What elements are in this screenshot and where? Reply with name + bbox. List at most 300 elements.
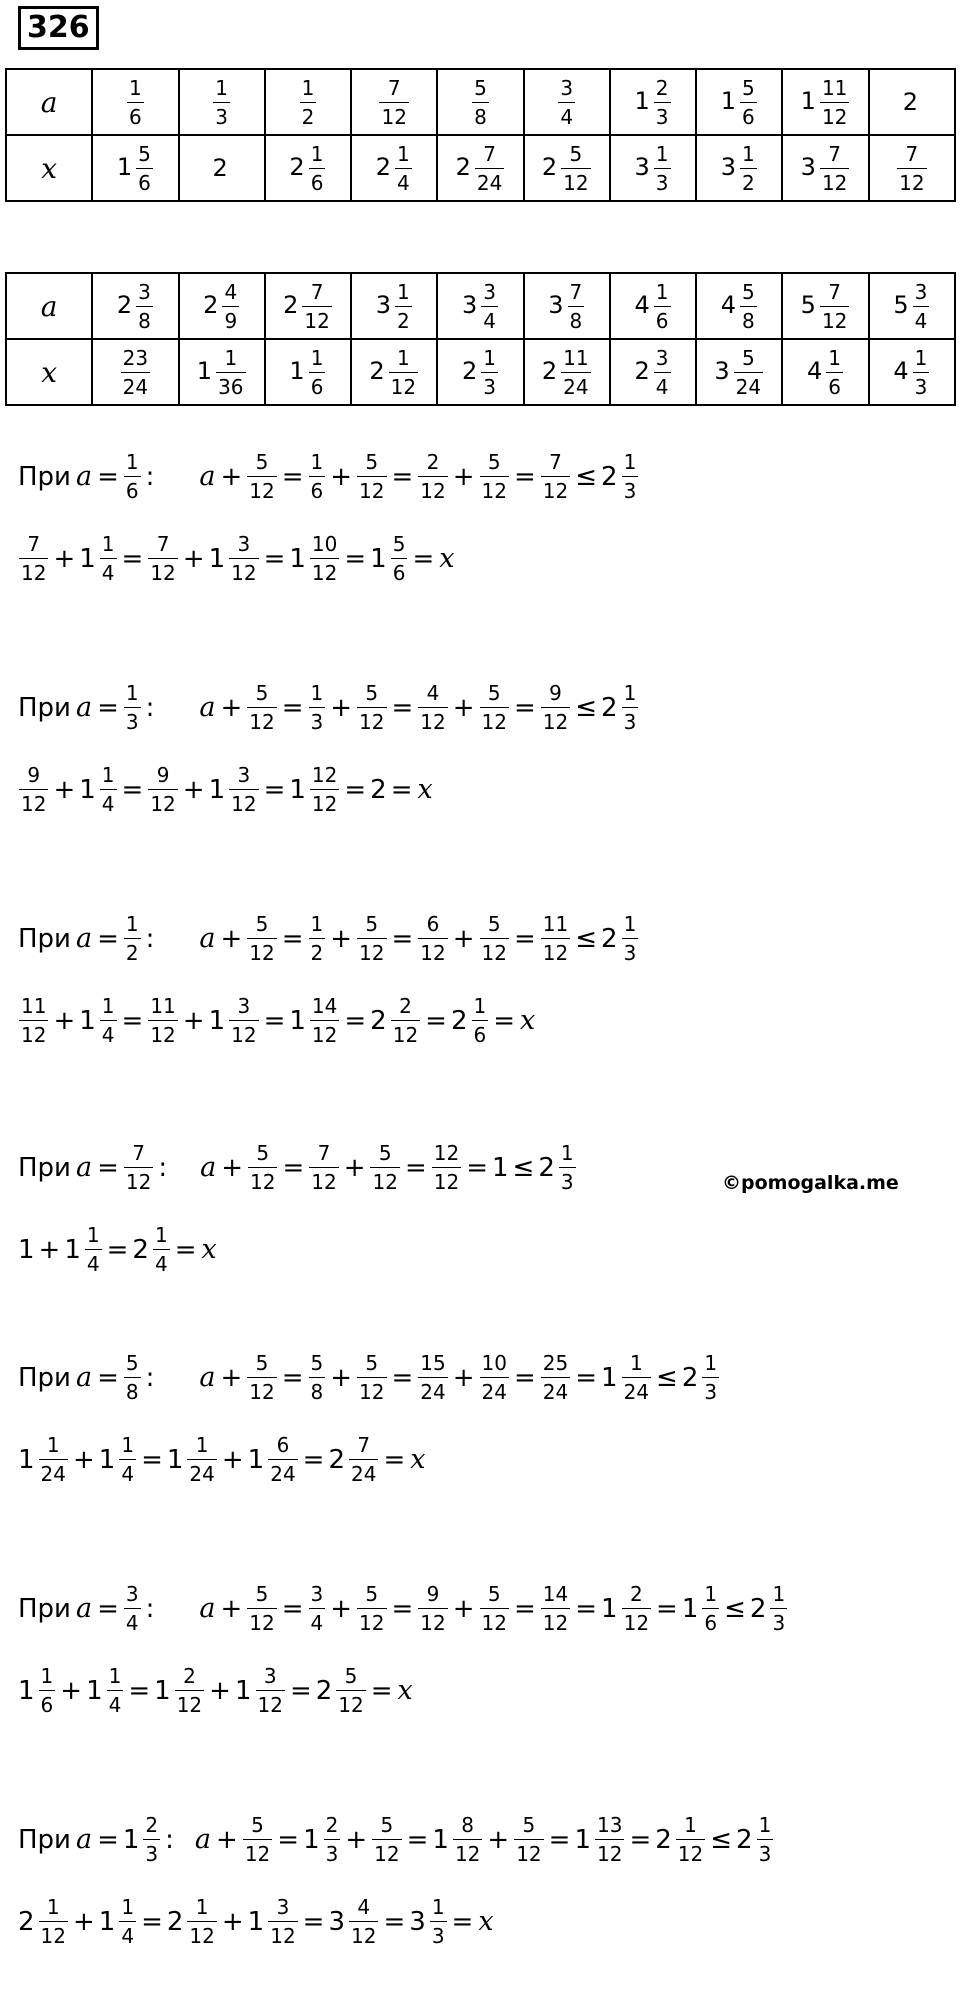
denominator: 12 (480, 938, 509, 963)
whole-part: 2 (655, 1824, 672, 1855)
denominator: 12 (418, 476, 447, 501)
table-cell (782, 135, 868, 201)
numerator: 1 (704, 1582, 718, 1606)
fraction (913, 345, 930, 399)
whole-part: 1 (18, 1675, 35, 1706)
denominator: 3 (622, 476, 639, 501)
numerator: 5 (522, 1813, 536, 1837)
fraction (430, 1897, 447, 1946)
whole-part: 2 (283, 291, 299, 319)
numerator: 5 (138, 141, 151, 166)
whole-part: 3 (461, 291, 478, 319)
text-token: : (145, 1593, 155, 1624)
whole-part: 2 (461, 357, 478, 385)
numerator: 5 (378, 1141, 392, 1165)
variable: a (199, 461, 216, 492)
number (417, 914, 448, 963)
text-token: ≤ (724, 1593, 746, 1624)
table-cell (610, 273, 696, 339)
solution-5-line1 (16, 1353, 722, 1402)
numerator: 1 (473, 994, 487, 1018)
fraction (897, 141, 926, 195)
number (132, 1225, 170, 1274)
denominator: 12 (418, 1608, 447, 1633)
whole-part: 2 (681, 1362, 699, 1393)
number (538, 1143, 576, 1192)
text-token: + (182, 1005, 205, 1036)
numerator: 5 (255, 681, 269, 705)
numerator: 1 (396, 345, 410, 370)
denominator: 6 (472, 1020, 489, 1045)
number (682, 1584, 720, 1633)
table-cell (437, 339, 523, 405)
number (308, 452, 327, 501)
fraction (418, 1353, 447, 1402)
whole-part: 3 (800, 153, 816, 181)
variable: a (199, 1362, 216, 1393)
fraction (770, 1584, 787, 1633)
numerator: 5 (474, 75, 487, 100)
numerator: 5 (380, 1813, 394, 1837)
fraction (121, 345, 150, 399)
denominator: 12 (248, 1167, 277, 1192)
text-token: : (145, 692, 155, 723)
denominator: 12 (256, 1690, 285, 1715)
fraction (622, 452, 639, 501)
text-token: : (145, 1362, 155, 1393)
denominator: 12 (480, 707, 509, 732)
text-token: = (383, 1444, 406, 1475)
denominator: 24 (121, 372, 150, 397)
text-token: + (452, 692, 475, 723)
fraction (39, 1666, 56, 1715)
fraction (654, 345, 671, 399)
numerator: 5 (251, 1813, 264, 1837)
fraction (541, 452, 570, 501)
denominator: 3 (770, 1608, 787, 1633)
number (417, 1584, 448, 1633)
table-cell (265, 339, 351, 405)
fraction (826, 345, 843, 399)
text-token: При (18, 1824, 71, 1855)
number (370, 996, 421, 1045)
denominator: 4 (107, 1690, 124, 1715)
number (123, 1143, 154, 1192)
table-cell (265, 273, 351, 339)
denominator: 12 (561, 168, 590, 193)
denominator: 3 (124, 707, 141, 732)
text-token: = (97, 1152, 119, 1183)
numerator: 1 (125, 450, 139, 474)
number (246, 1584, 277, 1633)
denominator: 4 (100, 1020, 117, 1045)
denominator: 12 (357, 1608, 386, 1633)
denominator: 6 (309, 476, 326, 501)
number (64, 1225, 102, 1274)
text-token: 1 (491, 1152, 509, 1183)
denominator: 12 (336, 1690, 365, 1715)
whole-part: 3 (634, 153, 650, 181)
fraction (820, 279, 849, 333)
denominator: 6 (124, 476, 141, 501)
fraction (222, 279, 239, 333)
fraction (654, 141, 671, 195)
number (308, 914, 327, 963)
number (18, 534, 49, 583)
denominator: 12 (39, 1921, 68, 1946)
fraction (100, 765, 117, 814)
numerator: 1 (828, 345, 842, 370)
fraction (480, 683, 509, 732)
number (479, 683, 510, 732)
number (18, 765, 49, 814)
denominator: 4 (124, 1608, 141, 1633)
fraction (124, 452, 141, 501)
whole-part: 2 (116, 291, 133, 319)
number (308, 1143, 339, 1192)
text-token: При (18, 461, 71, 492)
text-token: + (220, 692, 243, 723)
whole-part: 1 (432, 1824, 449, 1855)
number (417, 1353, 448, 1402)
text-token: = (514, 1362, 536, 1393)
fraction (418, 1584, 447, 1633)
numerator: 7 (905, 141, 919, 166)
fraction (124, 1353, 141, 1402)
text-token: + (452, 1593, 475, 1624)
denominator: 12 (357, 707, 386, 732)
fraction (85, 1225, 102, 1274)
fraction (309, 1143, 338, 1192)
numerator: 5 (344, 1664, 358, 1688)
table-cell (92, 339, 178, 405)
fraction (229, 765, 258, 814)
text-token: + (345, 1824, 368, 1855)
text-token: : (158, 1152, 168, 1183)
text-token: + (330, 923, 353, 954)
denominator: 12 (432, 1167, 461, 1192)
denominator: 12 (370, 1167, 399, 1192)
numerator: 1 (154, 1223, 168, 1247)
numerator: 3 (237, 532, 251, 556)
numerator: 1 (310, 141, 324, 166)
row-label-x: x (6, 135, 92, 201)
fraction (119, 1897, 136, 1946)
fraction (247, 1584, 276, 1633)
numerator: 1 (914, 345, 928, 370)
number (479, 452, 510, 501)
text-token: = (514, 692, 536, 723)
whole-part: 5 (800, 291, 816, 319)
number (370, 534, 408, 583)
denominator: 3 (309, 707, 326, 732)
text-token: + (330, 461, 353, 492)
whole-part: 2 (369, 357, 385, 385)
text-token: = (97, 923, 119, 954)
whole-part: 2 (370, 1005, 387, 1036)
table-cell (696, 69, 782, 135)
numerator: 3 (276, 1895, 290, 1919)
fraction (124, 683, 141, 732)
numerator: 7 (828, 141, 842, 166)
whole-part: 2 (315, 1675, 333, 1706)
text-token: ≤ (512, 1152, 535, 1183)
number (479, 914, 510, 963)
fraction (541, 1584, 570, 1633)
number (540, 1353, 571, 1402)
whole-part: 4 (720, 291, 737, 319)
whole-part: 2 (212, 154, 228, 182)
fraction (124, 1584, 141, 1633)
table-cell (437, 273, 523, 339)
denominator: 12 (247, 707, 276, 732)
table-cell (265, 69, 351, 135)
whole-part: 1 (289, 543, 306, 574)
variable: a (75, 692, 93, 723)
solution-3-line1 (16, 914, 641, 963)
table-cell (782, 339, 868, 405)
fraction (187, 1435, 216, 1484)
text-token: + (452, 461, 475, 492)
numerator: 1 (623, 681, 637, 705)
denominator: 4 (654, 372, 671, 397)
numerator: 2 (399, 994, 412, 1018)
denominator: 6 (136, 168, 153, 193)
fraction (39, 1897, 68, 1946)
text-token: = (425, 1005, 447, 1036)
text-token: При (18, 692, 71, 723)
denominator: 12 (676, 1839, 705, 1864)
denominator: 8 (136, 306, 153, 331)
whole-part: 2 (375, 153, 391, 181)
table-cell (524, 273, 610, 339)
numerator: 5 (487, 912, 501, 936)
text-token: = (97, 1593, 119, 1624)
text-token: + (330, 692, 353, 723)
number (356, 1353, 387, 1402)
denominator: 8 (124, 1377, 141, 1402)
text-token: = (370, 1675, 393, 1706)
fraction (561, 345, 590, 399)
number (289, 534, 340, 583)
number (601, 1584, 652, 1633)
whole-part: 5 (893, 291, 909, 319)
table-cell (92, 135, 178, 201)
text-token: + (53, 543, 76, 574)
denominator: 12 (310, 558, 339, 583)
numerator: 1 (125, 681, 139, 705)
fraction (561, 141, 590, 195)
whole-part: 3 (409, 1906, 426, 1937)
whole-part: 1 (720, 87, 737, 115)
whole-part: 1 (79, 1005, 96, 1036)
numerator: 5 (365, 450, 379, 474)
text-token: + (221, 1152, 243, 1183)
fraction (480, 1353, 509, 1402)
text-token: = (412, 543, 435, 574)
variable: x (201, 1234, 217, 1265)
numerator: 7 (387, 75, 401, 100)
fraction (187, 1897, 216, 1946)
denominator: 12 (243, 1839, 272, 1864)
fraction (19, 534, 48, 583)
denominator: 3 (559, 1167, 576, 1192)
whole-part: 1 (247, 1444, 265, 1475)
numerator: 5 (255, 1582, 269, 1606)
fraction (309, 452, 326, 501)
numerator: 14 (311, 994, 338, 1018)
denominator: 6 (309, 168, 326, 193)
fraction (310, 996, 339, 1045)
table-cell (869, 273, 955, 339)
text-token: = (289, 1675, 312, 1706)
denominator: 12 (19, 789, 48, 814)
fraction (740, 279, 757, 333)
table-cell (351, 273, 437, 339)
text-token: = (281, 1362, 304, 1393)
text-token: + (220, 1362, 243, 1393)
numerator: 3 (263, 1664, 277, 1688)
whole-part: 1 (634, 87, 650, 115)
whole-part: 2 (541, 357, 558, 385)
number (123, 1353, 142, 1402)
denominator: 12 (247, 938, 276, 963)
number (247, 1143, 278, 1192)
denominator: 4 (100, 558, 117, 583)
table-cell (524, 135, 610, 201)
number (328, 1435, 379, 1484)
number (431, 1143, 462, 1192)
numerator: 11 (21, 994, 47, 1018)
denominator: 12 (389, 372, 418, 397)
whole-part: 3 (548, 291, 564, 319)
number (356, 914, 387, 963)
fraction (480, 1584, 509, 1633)
fraction (568, 279, 585, 333)
number (86, 1666, 124, 1715)
number (540, 1584, 571, 1633)
fraction (349, 1435, 378, 1484)
denominator: 12 (229, 1020, 258, 1045)
denominator: 6 (740, 102, 757, 127)
text-token: = (629, 1824, 652, 1855)
variable: a (200, 1152, 217, 1183)
numerator: 13 (596, 1813, 623, 1837)
numerator: 1 (684, 1813, 697, 1837)
numerator: 1 (101, 532, 115, 556)
number (99, 1897, 137, 1946)
numerator: 12 (311, 763, 338, 787)
numerator: 7 (27, 532, 41, 556)
fraction (268, 1435, 297, 1484)
numerator: 7 (483, 141, 496, 166)
table-cell (351, 135, 437, 201)
solution-4-line1 (16, 1143, 579, 1192)
text-token: 2 (370, 774, 387, 805)
text-token: + (209, 1675, 231, 1706)
number (167, 1435, 218, 1484)
numerator: 7 (549, 450, 562, 474)
variable: x (520, 1005, 536, 1036)
fraction (309, 914, 326, 963)
fraction (820, 141, 849, 195)
fraction (702, 1584, 719, 1633)
text-token: = (406, 1824, 429, 1855)
numerator: 1 (431, 1895, 445, 1919)
denominator: 12 (148, 789, 177, 814)
denominator: 12 (541, 1608, 570, 1633)
numerator: 3 (237, 763, 251, 787)
numerator: 1 (310, 912, 324, 936)
number (154, 1666, 205, 1715)
numerator: 1 (46, 1433, 60, 1457)
number (123, 683, 142, 732)
denominator: 12 (247, 476, 276, 501)
fraction (622, 1353, 651, 1402)
whole-part: 2 (455, 153, 471, 181)
text-token: ≤ (710, 1824, 733, 1855)
numerator: 1 (483, 345, 496, 370)
fraction (127, 75, 144, 129)
text-token: = (383, 1906, 406, 1937)
text-token: = (391, 1593, 414, 1624)
variable: a (199, 692, 216, 723)
whole-part: 2 (203, 291, 219, 319)
fraction (702, 1353, 719, 1402)
text-token: При (18, 1593, 71, 1624)
text-token: + (220, 923, 243, 954)
text-token: = (121, 774, 144, 805)
number (79, 996, 117, 1045)
number (246, 452, 277, 501)
numerator: 5 (487, 450, 501, 474)
denominator: 3 (654, 168, 671, 193)
number (540, 683, 571, 732)
numerator: 1 (655, 279, 669, 304)
number (328, 1897, 379, 1946)
denominator: 12 (379, 102, 408, 127)
denominator: 12 (391, 1020, 420, 1045)
table-cell (782, 273, 868, 339)
text-token: + (221, 1444, 244, 1475)
fraction (372, 1815, 401, 1864)
number (209, 765, 260, 814)
text-token: + (452, 1362, 475, 1393)
numerator: 5 (487, 1582, 501, 1606)
solution-7-line1 (16, 1815, 776, 1864)
denominator: 12 (187, 1921, 216, 1946)
fraction (654, 75, 671, 129)
denominator: 8 (568, 306, 585, 331)
denominator: 36 (216, 372, 245, 397)
text-token: = (263, 1005, 286, 1036)
table-cell (696, 135, 782, 201)
numerator: 6 (426, 912, 440, 936)
text-token: = (575, 1362, 598, 1393)
denominator: 6 (702, 1608, 719, 1633)
numerator: 1 (86, 1223, 100, 1247)
denominator: 6 (127, 102, 144, 127)
numerator: 2 (629, 1582, 643, 1606)
number (246, 683, 277, 732)
text-token: ≤ (656, 1362, 678, 1393)
fraction (268, 1897, 297, 1946)
whole-part: 2 (541, 153, 558, 181)
numerator: 1 (772, 1582, 786, 1606)
whole-part: 2 (538, 1152, 555, 1183)
number (750, 1584, 788, 1633)
fraction (309, 1584, 326, 1633)
